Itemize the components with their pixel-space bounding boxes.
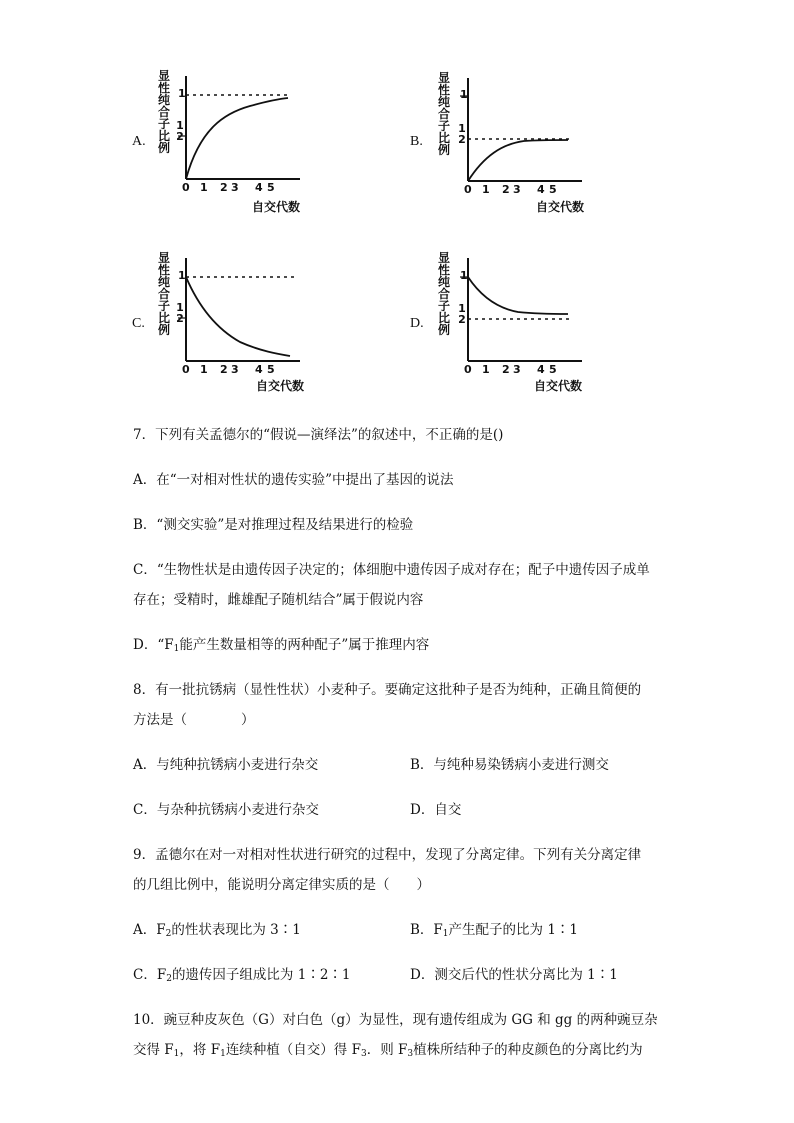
graph-b: B. 显 性 纯 合 子 比 例 1 1 2 0 1 2 3 4 5 自交代数 — [408, 68, 668, 228]
q7-stem: 7．下列有关孟德尔的“假说—演绎法”的叙述中，不正确的是() — [133, 427, 504, 443]
y-tick-1: 1 — [460, 269, 468, 282]
option-letter: A. — [132, 134, 146, 149]
q9-option-c: C．$F_2$的遗传因子组成比为 1∶2∶1 — [133, 967, 351, 984]
graph-b-plot — [452, 68, 652, 188]
x-axis-label: 自交代数 — [256, 379, 305, 393]
q8-option-d: D．自交 — [410, 802, 462, 818]
x-axis-label: 自交代数 — [252, 200, 301, 214]
graph-a-plot — [170, 68, 370, 188]
x-axis-label: 自交代数 — [534, 379, 583, 393]
q8-option-c: C．与杂种抗锈病小麦进行杂交 — [133, 802, 319, 818]
q9-option-d: D．测交后代的性状分离比为 1∶1 — [410, 967, 618, 983]
y-axis-label: 显 性 纯 合 子 比 例 — [438, 71, 451, 157]
q9-option-b: B．$F_1$产生配子的比为 1∶1 — [410, 922, 579, 939]
q10-stem-line2: 交得 $F_1$，将 $F_1$连续种植（自交）得 $F_3$．则 $F_3$植株所结种子的种皮颜色的分离比约为 — [133, 1042, 643, 1059]
y-tick-1: 1 — [460, 88, 468, 101]
q10-stem-line1: 10．豌豆种皮灰色（G）对白色（g）为显性，现有遗传组成为 GG 和 gg 的两种豌豆杂 — [133, 1012, 658, 1028]
y-axis-label: 显 性 纯 合 子 比 例 — [438, 251, 451, 337]
q8-stem-line1: 8．有一批抗锈病（显性性状）小麦种子。要确定这批种子是否为纯种，正确且简便的 — [133, 682, 642, 698]
q7-option-c-line1: C．“生物性状是由遗传因子决定的；体细胞中遗传因子成对存在；配子中遗传因子成单 — [133, 562, 650, 578]
graph-c: C. 显 性 纯 合 子 比 例 1 1 2 0 1 2 3 4 5 自交代数 — [130, 250, 390, 410]
graph-c-plot — [170, 250, 370, 370]
q9-stem-line2: 的几组比例中，能说明分离定律实质的是（ ） — [133, 877, 430, 893]
option-letter: B. — [410, 134, 423, 149]
y-tick-1: 1 — [178, 87, 186, 100]
y-tick-half: 1 2 — [176, 119, 184, 143]
y-axis-label: 显 性 纯 合 子 比 例 — [158, 69, 171, 155]
y-tick-1: 1 — [178, 269, 186, 282]
q9-stem-line1: 9．孟德尔在对一对相对性状进行研究的过程中，发现了分离定律。下列有关分离定律 — [133, 847, 642, 863]
q8-option-b: B．与纯种易染锈病小麦进行测交 — [410, 757, 609, 773]
option-letter: C. — [132, 316, 145, 331]
y-axis-label: 显 性 纯 合 子 比 例 — [158, 251, 171, 337]
x-axis-label: 自交代数 — [536, 200, 585, 214]
y-tick-half: 1 2 — [458, 122, 466, 146]
graph-a: A. 显 性 纯 合 子 比 例 1 1 2 0 1 2 3 4 5 自交代数 — [130, 68, 390, 228]
q8-stem-line2: 方法是（ ） — [133, 712, 255, 728]
q9-option-a: A．$F_2$的性状表现比为 3∶1 — [133, 922, 301, 939]
option-letter: D. — [410, 316, 424, 331]
q7-option-c-line2: 存在；受精时，雌雄配子随机结合”属于假说内容 — [133, 592, 424, 608]
q7-option-d: D．“$F_1$能产生数量相等的两种配子”属于推理内容 — [133, 637, 430, 654]
graph-d: D. 显 性 纯 合 子 比 例 1 1 2 0 1 2 3 4 5 自交代数 — [408, 250, 668, 410]
y-tick-half: 1 2 — [176, 301, 184, 325]
q8-option-a: A．与纯种抗锈病小麦进行杂交 — [133, 757, 319, 773]
q7-option-a: A．在“一对相对性状的遗传实验”中提出了基因的说法 — [133, 472, 454, 488]
graph-d-plot — [452, 250, 652, 370]
q7-option-b: B．“测交实验”是对推理过程及结果进行的检验 — [133, 517, 414, 533]
y-tick-half: 1 2 — [458, 302, 466, 326]
